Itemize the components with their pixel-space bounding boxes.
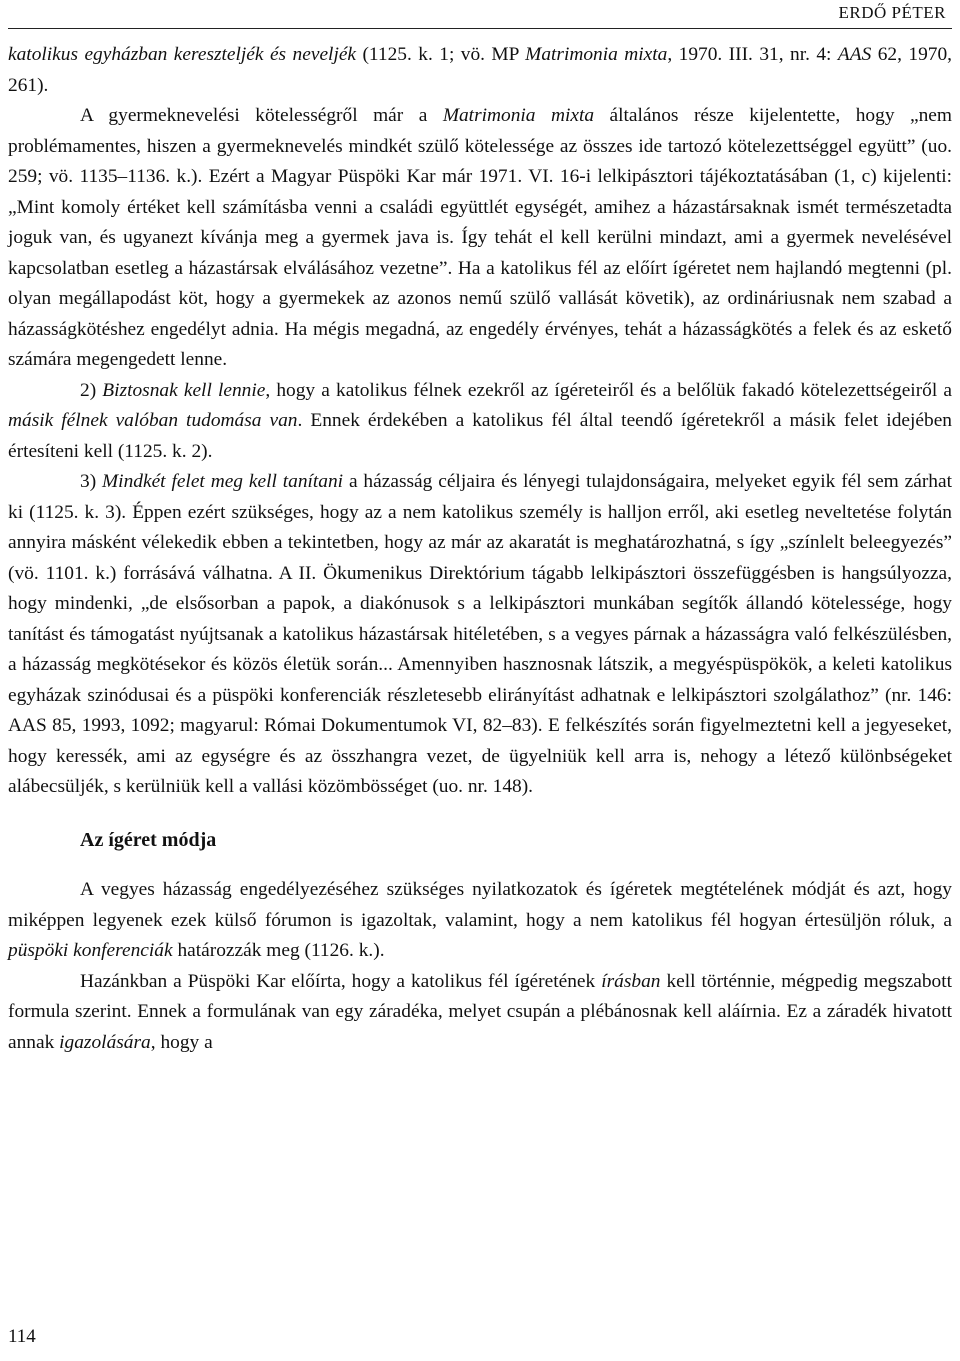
text: 3) bbox=[80, 471, 103, 492]
paragraph-hazankban bbox=[8, 967, 952, 1059]
text: 62, 1970, 261). bbox=[8, 44, 953, 96]
page-body bbox=[8, 40, 952, 1058]
header-rule bbox=[8, 28, 952, 29]
italic-text: püspöki konferenciák bbox=[8, 940, 173, 961]
text: határozzák meg (1126. k.). bbox=[172, 940, 385, 961]
text: általános része kijelentette, hogy „nem problémamentes, hiszen a gyermeknevelés mindkét szülő kötelessége az összes ide tartozó kötelezettséggel együtt” (uo. 259; vö. 1135–1136. k.). Ezért a Magyar Püspöki Kar már 1971. VI. 16-i lelkipásztori tájékoztatásában (1, c) kijelenti: „Mint komoly értéket kell számításba venni a családi együttlét egységét, amihez a házastársaknak ismét természetadta joguk van, és ugyanezt kívánja meg a gyermek java is. Így tehát el kell kerülni mindazt, ami a gyermek nevelésével kapcsolatban esetleg a házastársak elválásához vezetne”. Ha a katolikus fél az előírt ígéretet nem hajlandó megtenni (pl. olyan megállapodást köt, hogy a gyermekek az azonos nemű szülő vallását követik), az ordináriusnak nem szabad a házasságkötéshez engedélyt adnia. Ha mégis megadná, az engedély érvényes, tehát a házasságkötés a felek és az eskető számára megengedett lenne. bbox=[8, 105, 952, 370]
text: A gyermeknevelési kötelességről már a bbox=[80, 105, 443, 126]
running-header-author: ERDŐ PÉTER bbox=[838, 3, 946, 22]
paragraph-continuation bbox=[8, 40, 952, 101]
italic-text: másik félnek valóban tudomása van bbox=[8, 410, 298, 431]
text: 2) bbox=[80, 379, 103, 401]
text: , hogy a katolikus félnek ezekről az ígéreteiről és a belőlük fakadó kötelezettségeiről a bbox=[265, 379, 952, 401]
text: Hazánkban a Püspöki Kar előírta, hogy a katolikus fél ígéretének bbox=[80, 970, 602, 992]
paragraph-point-2 bbox=[8, 376, 952, 468]
paragraph-gyermekneveles bbox=[8, 101, 952, 376]
paragraph-iget-modja bbox=[8, 875, 952, 967]
text: a házasság céljaira és lényegi tulajdonságaira, melyeket egyik fél sem zárhat ki (1125. k. 3). Éppen ezért szükséges, hogy az a nem katolikus személy is halljon erről, aki esetleg neveltetése folytán annyira másként vélekedik ebben a tekintetben, hogy az már az akaratát is meghatározhatná, s így „színlelt beleegyezés” (vö. 1101. k.) forrásává válhatna. A II. Ökumenikus Direktórium tágabb lelkipásztori összefüggésben is hangsúlyozza, hogy mindenki, „de elsősorban a papok, a diakónusok s a lelkipásztori munkában segítők állandó kötelessége, hogy tanítást és támogatást nyújtsanak a katolikus házastársak hitéletében, s a vegyes párnak a házasságra való felkészülésben, a házasság megkötésekor és közös életük során... Amennyiben hasznosnak látszik, a megyéspüspökök, a keleti katolikus egyházak szinódusai és a püspöki konferenciák részletesebb elirányítást adhatnak e lelkipásztori szolgálathoz” (nr. 146: AAS 85, 1993, 1092; magyarul: Római Dokumentumok VI, 82–83). E felkészítés során figyelmeztetni kell a jegyeseket, hogy keressék, ami az egységre és az összhangra vezet, de ügyelniük kell arra is, nehogy a létező különbségeket alábecsüljék, s kerülniük kell a vallási közömbösséget (uo. nr. 148). bbox=[8, 471, 952, 797]
italic-text: Mindkét felet meg kell tanítani bbox=[102, 471, 344, 492]
italic-text: Biztosnak kell lennie bbox=[102, 379, 266, 401]
text: kell történnie, mégpedig megszabott formula szerint. Ennek a formulának van egy záradéka, melyet csupán a plébánosnak kell aláírnia. Ez a záradék hivatott annak bbox=[8, 970, 952, 1053]
text: , hogy a bbox=[150, 1031, 213, 1053]
italic-text: Matrimonia mixta bbox=[442, 105, 595, 126]
text: A vegyes házasság engedélyezéséhez szükséges nyilatkozatok és ígéretek megtételének módját és azt, hogy miképpen legyenek ezek külső fórumon is igazoltak, valamint, hogy a nem katolikus fél hogyan értesüljön róluk, a bbox=[8, 879, 952, 931]
text: , 1970. III. 31, nr. 4: bbox=[667, 44, 838, 65]
section-heading: Az ígéret módja bbox=[80, 828, 217, 851]
page-number: 114 bbox=[8, 1326, 36, 1347]
paragraph-point-3 bbox=[8, 467, 952, 803]
text: (1125. k. 1; vö. MP bbox=[356, 44, 526, 65]
italic-text: Matrimonia mixta bbox=[525, 44, 668, 65]
italic-text: katolikus egyházban kereszteljék és neveljék bbox=[8, 44, 357, 65]
italic-text: igazolására bbox=[59, 1031, 151, 1053]
text: . Ennek érdekében a katolikus fél által teendő ígéretekről a másik felet idejében értesíteni kell (1125. k. 2). bbox=[8, 410, 952, 462]
italic-text: AAS bbox=[837, 44, 872, 65]
italic-text: írásban bbox=[601, 970, 661, 992]
